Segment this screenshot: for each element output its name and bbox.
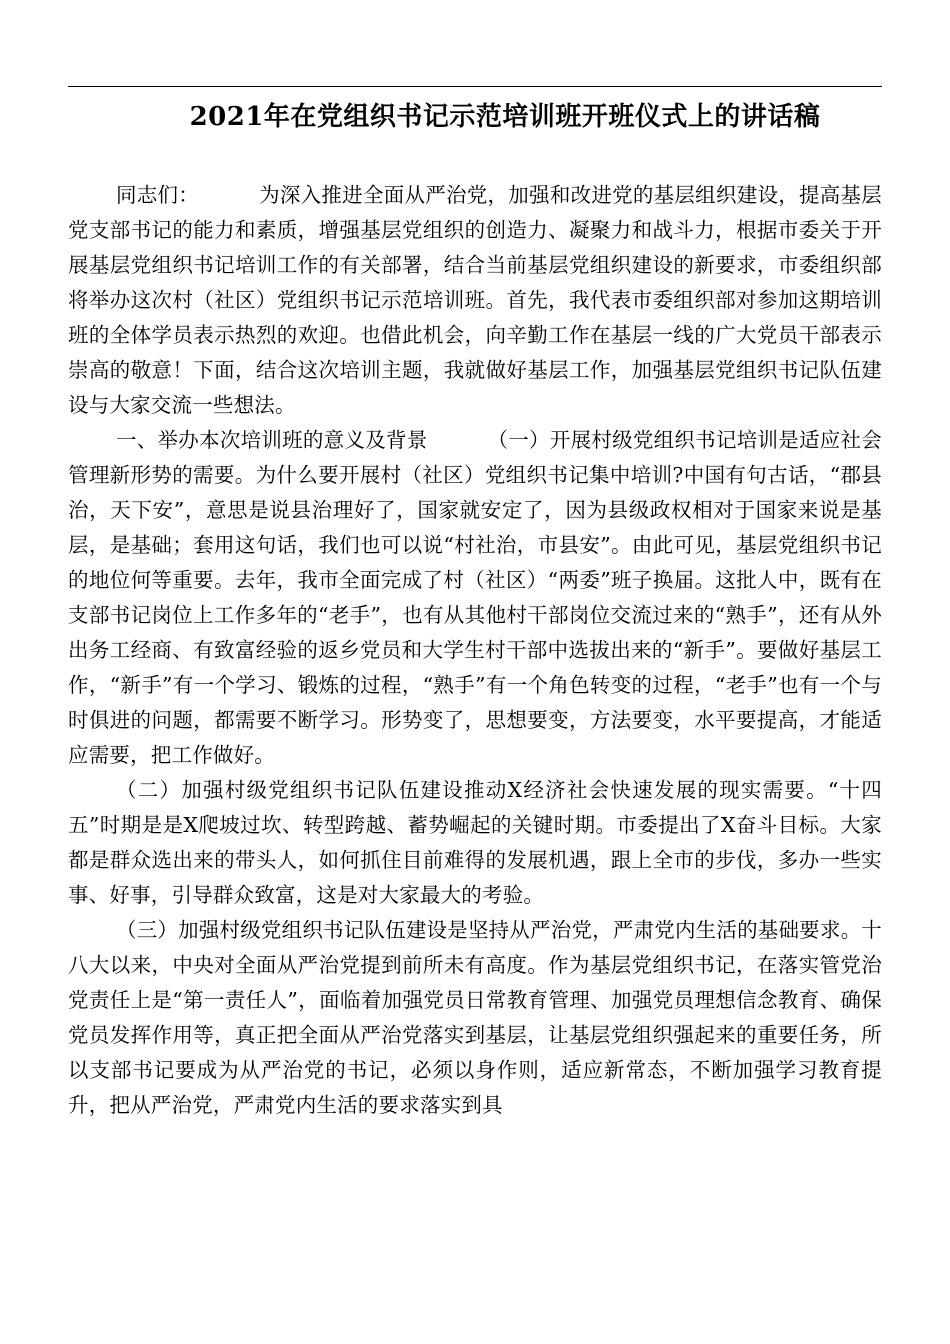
subsection-2-paragraph: （二）加强村级党组织书记队伍建设推动X经济社会快速发展的现实需要。“十四五”时期是是X爬坡过坎、转型跨越、蓄势崛起的关键时期。市委提出了X奋斗目标。大家都是群众选出来的带头人，如何抓住目前难得的发展机遇，跟上全市的步伐，多办一些实事、好事，引导群众致富，这是对大家最大的考验。 [68, 778, 882, 907]
section-heading: 一、举办本次培训班的意义及背景 [116, 428, 428, 452]
document-title: 2021年在党组织书记示范培训班开班仪式上的讲话稿 [189, 102, 821, 132]
salutation: 同志们： [116, 183, 200, 207]
section-1-paragraph [68, 423, 882, 773]
subsection-3-paragraph: （三）加强村级党组织书记队伍建设是坚持从严治党，严肃党内生活的基础要求。十八大以来，中央对全面从严治党提到前所未有高度。作为基层党组织书记，在落实管党治党责任上是“第一责任人”，面临着加强党员日常教育管理、加强党员理想信念教育、确保党员发挥作用等，真正把全面从严治党落实到基层，让基层党组织强起来的重要任务，所以支部书记要成为从严治党的书记，必须以身作则，适应新常态，不断加强学习教育提升，把从严治党，严肃党内生活的要求落实到具 [68, 918, 882, 1117]
intro-paragraph [68, 178, 882, 423]
subsection-1-text: （一）开展村级党组织书记培训是适应社会管理新形势的需要。为什么要开展村（社区）党组织书记集中培训?中国有句古话，“郡县治，天下安”，意思是说县治理好了，国家就安定了，因为县级政权相对于国家来说是基层，是基础；套用这句话，我们也可以说“村社治，市县安”。由此可见，基层党组织书记的地位何等重要。去年，我市全面完成了村（社区）“两委”班子换届。这批人中，既有在支部书记岗位上工作多年的“老手”，也有从其他村干部岗位交流过来的“熟手”，还有从外出务工经商、有致富经验的返乡党员和大学生村干部中选拔出来的“新手”。要做好基层工作，“新手”有一个学习、锻炼的过程，“熟手”有一个角色转变的过程，“老手”也有一个与时俱进的问题，都需要不断学习。形势变了，思想要变，方法要变，水平要提高，才能适应需要，把工作做好。 [68, 428, 882, 767]
header-rule [68, 86, 882, 87]
intro-text: 为深入推进全面从严治党，加强和改进党的基层组织建设，提高基层党支部书记的能力和素质，增强基层党组织的创造力、凝聚力和战斗力，根据市委关于开展基层党组织书记培训工作的有关部署，结合当前基层党组织建设的新要求，市委组织部将举办这次村（社区）党组织书记示范培训班。首先，我代表市委组织部对参加这期培训班的全体学员表示热烈的欢迎。也借此机会，向辛勤工作在基层一线的广大党员干部表示崇高的敬意！下面，结合这次培训主题，我就做好基层工作，加强基层党组织书记队伍建设与大家交流一些想法。 [68, 183, 882, 417]
document-body [68, 178, 882, 1318]
